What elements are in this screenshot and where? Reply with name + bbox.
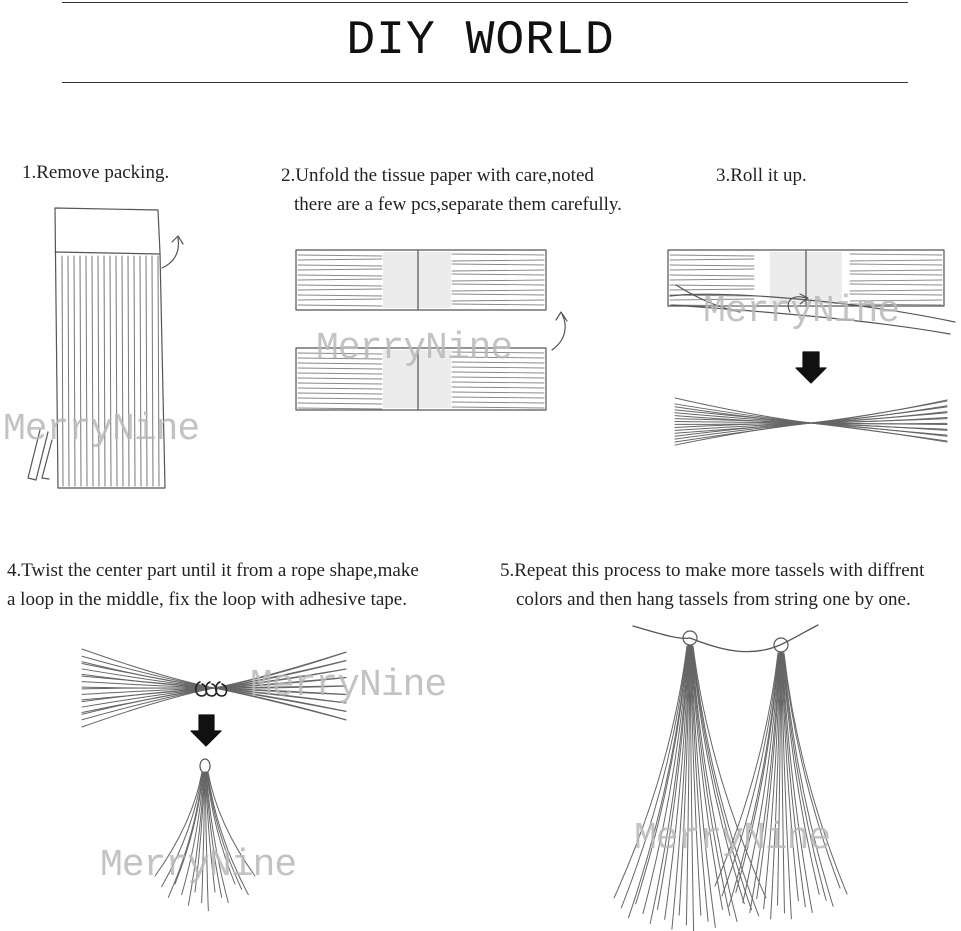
step-2-line-1: 2.Unfold the tissue paper with care,noted (281, 165, 594, 186)
step-5-illustration (614, 625, 847, 931)
step-3-line-1: 3.Roll it up. (716, 165, 807, 186)
step-5-line-2: colors and then hang tassels from string one by one. (516, 589, 911, 610)
watermark-1: MerryNine (3, 408, 200, 451)
step-1-line-1: 1.Remove packing. (22, 162, 170, 183)
watermark-2: MerryNine (316, 327, 513, 370)
watermark-6: MerryNine (634, 817, 831, 860)
page-title: DIY WORLD (346, 14, 615, 68)
step-2-line-2: there are a few pcs,separate them carefully. (294, 194, 622, 215)
watermark-5: MerryNine (100, 844, 297, 887)
step-3-illustration (668, 250, 955, 445)
step-5-line-1: 5.Repeat this process to make more tassels with diffrent (500, 560, 925, 581)
watermark-3: MerryNine (703, 290, 900, 333)
step-4-line-2: a loop in the middle, fix the loop with adhesive tape. (7, 589, 407, 610)
watermark-4: MerryNine (250, 664, 447, 707)
step-4-line-1: 4.Twist the center part until it from a rope shape,make (7, 560, 419, 581)
